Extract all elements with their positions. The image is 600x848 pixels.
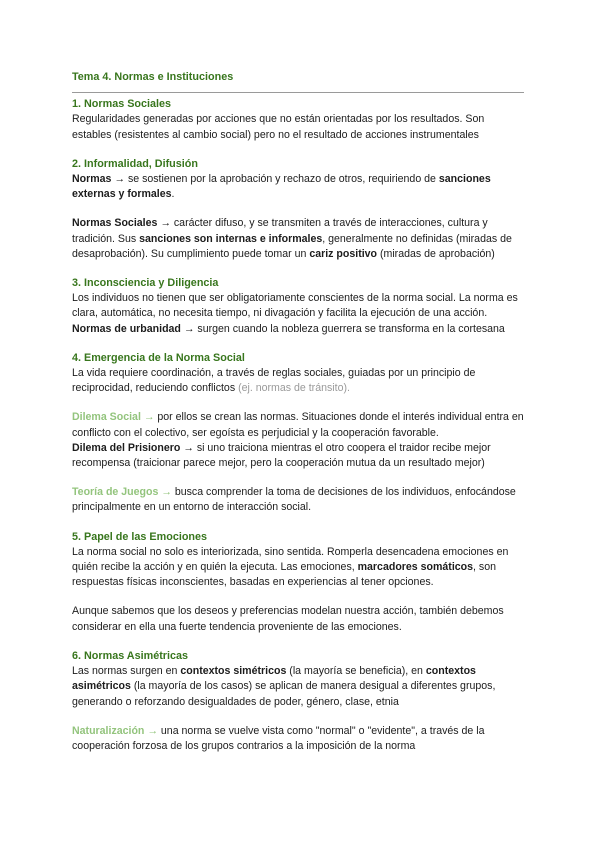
section-5-heading: 5. Papel de las Emociones	[72, 530, 208, 543]
dilema-social: Dilema Social → por ellos se crean las normas. Situaciones donde el interés individual entra en conflicto con el colectivo, ser egoísta es perjudicial y la cooperación favorable.	[72, 411, 524, 439]
term-dilema-social: Dilema Social	[72, 411, 141, 424]
section-6-paragraph-1: Las normas surgen en contextos simétricos (la mayoría se beneficia), en contextos asimétricos (la mayoría de los casos) se aplican de manera desigual a diferentes grupos, generando o reforzando desigualdades de poder, género, clase, etnia	[72, 665, 496, 708]
dilema-prisionero: Dilema del Prisionero → si uno traiciona mientras el otro coopera el traidor recibe mejor recompensa (traicionar parece mejor, pero la cooperación mutua da un resultado mejor)	[72, 441, 491, 470]
section-2	[72, 157, 524, 262]
arrow-icon: →	[160, 217, 171, 230]
section-4-heading: 4. Emergencia de la Norma Social	[72, 351, 245, 364]
section-4-text: La vida requiere coordinación, a través de reglas sociales, guiadas por un principio de reciprocidad, reduciendo conflictos (ej. normas de tránsito).	[72, 367, 476, 395]
section-3-text: Los individuos no tienen que ser obligatoriamente conscientes de la norma social. La norma es clara, automática, no necesita tiempo, ni divagación y facilita la ejecución de una acción.	[72, 292, 518, 320]
title-divider	[72, 92, 524, 93]
example-note: (ej. normas de tránsito).	[238, 382, 350, 395]
section-2-paragraph-1: Normas → se sostienen por la aprobación y rechazo de otros, requiriendo de sanciones externas y formales.	[72, 173, 491, 201]
section-2-paragraph-2: Normas Sociales → carácter difuso, y se transmiten a través de interacciones, cultura y tradición. Sus sanciones son internas e informales, generalmente no definidas (miradas de desaprobación). Su cumplimiento puede tomar un cariz positivo (miradas de aprobación)	[72, 217, 512, 260]
section-1-heading: 1. Normas Sociales	[72, 98, 172, 111]
section-3	[72, 276, 524, 337]
term-normas-sociales: Normas Sociales	[72, 217, 158, 230]
teoria-juegos: Teoría de Juegos → busca comprender la toma de decisiones de los individuos, enfocándose principalmente en un entorno de interacción social.	[72, 486, 516, 514]
section-2-heading: 2. Informalidad, Difusión	[72, 157, 198, 170]
section-5-paragraph-2: Aunque sabemos que los deseos y preferencias modelan nuestra acción, también debemos considerar en ella una fuerte tendencia proveniente de las emociones.	[72, 605, 504, 633]
term-teoria-juegos: Teoría de Juegos	[72, 486, 159, 499]
naturalizacion: Naturalización → una norma se vuelve vista como "normal" o "evidente", a través de la cooperación forzosa de los grupos contrarios a la imposición de la norma	[72, 724, 485, 752]
arrow-icon: →	[183, 322, 195, 335]
arrow-icon: →	[114, 173, 125, 186]
arrow-icon: →	[147, 724, 158, 737]
term-dilema-prisionero: Dilema del Prisionero	[72, 441, 181, 454]
term-normas: Normas	[72, 173, 112, 186]
section-1-text: Regularidades generadas por acciones que no están orientadas por los resultados. Son estables (resistentes al cambio social) pero no el resultado de acciones instrumentales	[72, 113, 485, 141]
section-6	[72, 649, 524, 754]
document-page	[72, 70, 524, 754]
section-5	[72, 530, 524, 635]
arrow-icon: →	[161, 486, 172, 499]
section-4	[72, 351, 524, 516]
section-3-urbanidad: Normas de urbanidad → surgen cuando la nobleza guerrera se transforma en la cortesana	[72, 322, 505, 335]
section-6-heading: 6. Normas Asimétricas	[72, 649, 189, 662]
term-naturalizacion: Naturalización	[72, 724, 145, 737]
document-title: Tema 4. Normas e Instituciones	[72, 71, 234, 83]
section-3-heading: 3. Inconsciencia y Diligencia	[72, 277, 219, 290]
arrow-icon: →	[143, 411, 155, 424]
arrow-icon: →	[183, 441, 194, 454]
term-normas-urbanidad: Normas de urbanidad	[72, 322, 181, 335]
section-5-paragraph-1: La norma social no solo es interiorizada, sino sentida. Romperla desencadena emociones en quién recibe la acción y en quién la ejecuta. Las emociones, marcadores somáticos, son respuestas físicas inconscientes, basadas en experiencias al tener opciones.	[72, 545, 509, 589]
